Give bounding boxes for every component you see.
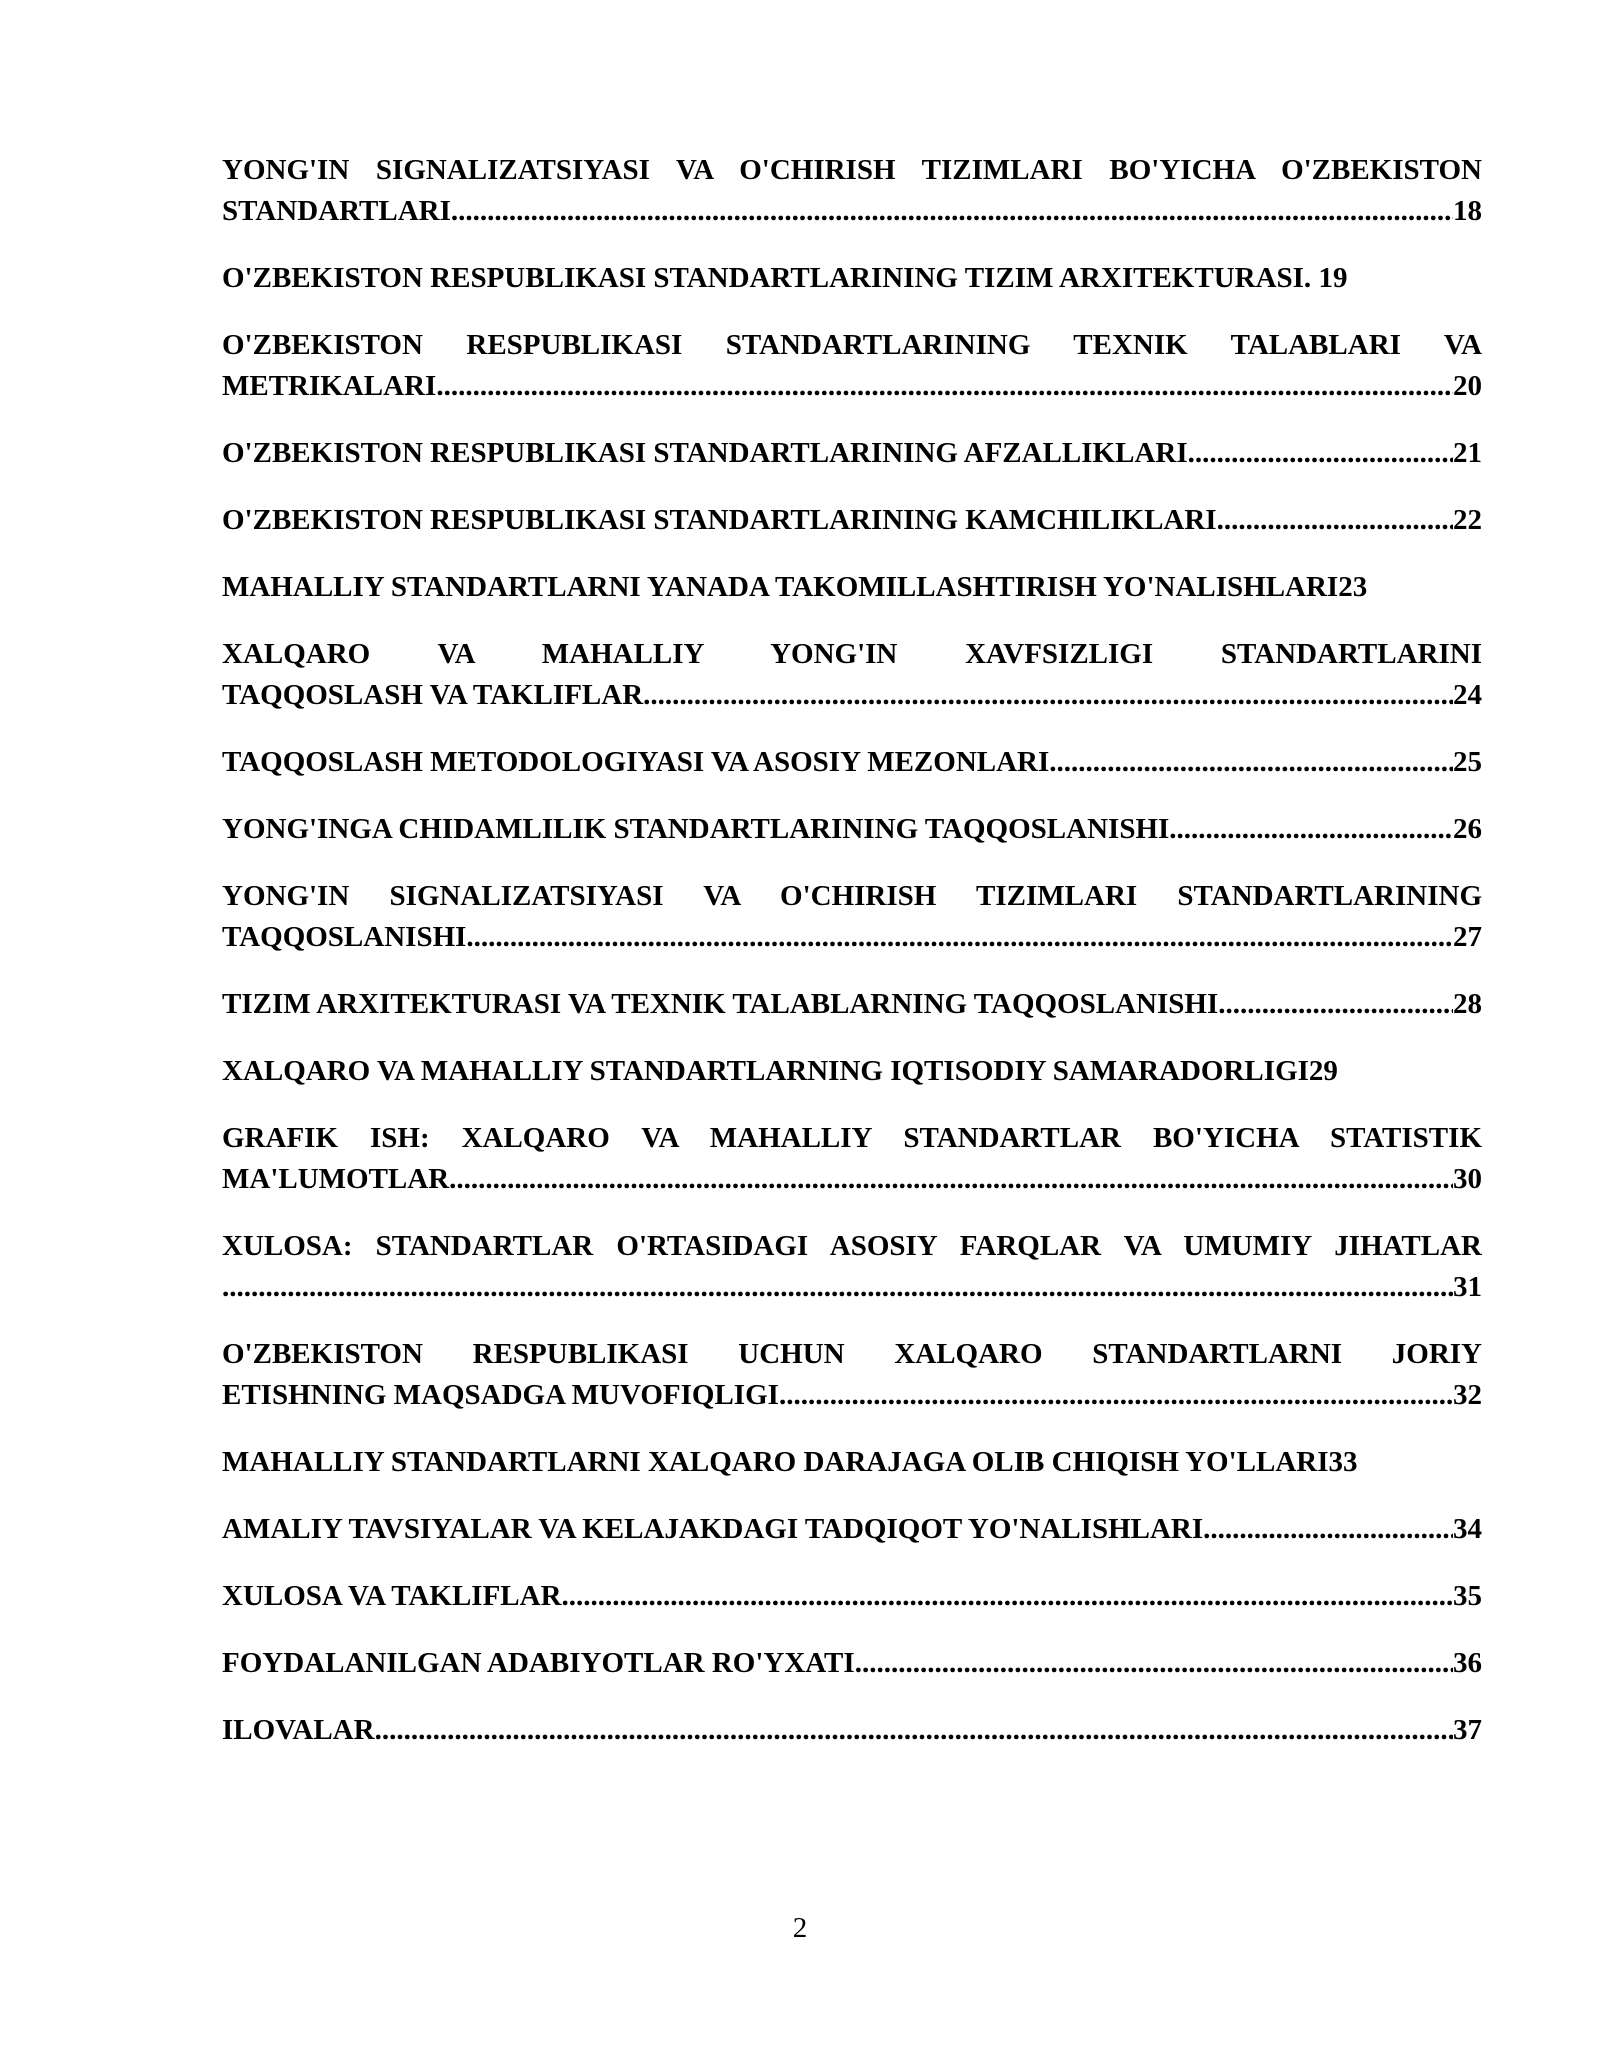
toc-entry-title: YONG'INGA CHIDAMLILIK STANDARTLARINING TAQQOSLANISHI	[222, 813, 1170, 845]
toc-page-number: 23	[1338, 571, 1368, 603]
toc-entry-title-line: GRAFIK ISH: XALQARO VA MAHALLIY STANDARTLAR BO'YICHA STATISTIK	[222, 1122, 1482, 1154]
toc-entry-title: O'ZBEKISTON RESPUBLIKASI STANDARTLARINING KAMCHILIKLARI	[222, 504, 1217, 536]
toc-entry-title-line: YONG'IN SIGNALIZATSIYASI VA O'CHIRISH TIZIMLARI STANDARTLARINING	[222, 880, 1482, 912]
toc-page-number: 36	[1453, 1647, 1482, 1679]
toc-page-number: 26	[1453, 813, 1482, 845]
toc-entry[interactable]	[222, 1334, 1482, 1416]
toc-entry-title: XULOSA VA TAKLIFLAR	[222, 1580, 562, 1612]
toc-entry-leader-line	[222, 258, 1482, 299]
toc-entry-leader-line	[222, 809, 1482, 850]
toc-entry-title: ETISHNING MAQSADGA MUVOFIQLIGI	[222, 1379, 779, 1411]
toc-page-number: 18	[1453, 195, 1482, 227]
toc-entry-leader-line	[222, 1267, 1482, 1308]
toc-page-number: 37	[1453, 1714, 1482, 1746]
toc-dot-leader	[779, 1375, 1453, 1416]
toc-entry-title: MA'LUMOTLAR	[222, 1163, 450, 1195]
toc-dot-leader	[1218, 984, 1453, 1025]
toc-entry-leader-line	[222, 1710, 1482, 1751]
toc-dot-leader	[1169, 809, 1453, 850]
table-of-contents	[222, 150, 1482, 1777]
toc-page-number: 24	[1453, 679, 1482, 711]
toc-dot-leader	[222, 1267, 1453, 1308]
toc-entry-leader-line	[222, 1643, 1482, 1684]
toc-entry[interactable]	[222, 634, 1482, 716]
toc-dot-leader	[1217, 500, 1453, 541]
toc-dot-leader	[855, 1643, 1453, 1684]
toc-page-number: 31	[1453, 1271, 1482, 1303]
toc-page-number: 21	[1453, 437, 1482, 469]
toc-entry-leader-line	[222, 742, 1482, 783]
toc-entry-leader-line	[222, 1375, 1482, 1416]
toc-entry-leader-line	[222, 500, 1482, 541]
toc-entry-title: TAQQOSLASH VA TAKLIFLAR	[222, 679, 644, 711]
toc-page-number: 30	[1453, 1163, 1482, 1195]
toc-dot-leader	[1203, 1509, 1453, 1550]
toc-page-number: 28	[1453, 988, 1482, 1020]
toc-page-number: 33	[1328, 1446, 1358, 1478]
toc-dot-leader	[466, 917, 1453, 958]
toc-page-number: 34	[1453, 1513, 1482, 1545]
toc-entry-title-line: O'ZBEKISTON RESPUBLIKASI UCHUN XALQARO STANDARTLARNI JORIY	[222, 1338, 1482, 1370]
toc-entry-leader-line	[222, 366, 1482, 407]
toc-entry-leader-line	[222, 433, 1482, 474]
toc-entry-leader-line	[222, 1576, 1482, 1617]
page-number: 2	[792, 1912, 808, 1944]
toc-page-number: 29	[1308, 1055, 1338, 1087]
toc-entry-title-line: YONG'IN SIGNALIZATSIYASI VA O'CHIRISH TIZIMLARI BO'YICHA O'ZBEKISTON	[222, 154, 1482, 186]
toc-entry[interactable]	[222, 1509, 1482, 1550]
toc-entry-title: AMALIY TAVSIYALAR VA KELAJAKDAGI TADQIQOT YO'NALISHLARI	[222, 1513, 1204, 1545]
toc-entry-leader-line	[222, 1509, 1482, 1550]
toc-dot-leader	[643, 675, 1453, 716]
toc-page-number: 20	[1453, 370, 1482, 402]
toc-page-number: 22	[1453, 504, 1482, 536]
toc-entry-leader-line	[222, 1159, 1482, 1200]
toc-entry[interactable]	[222, 325, 1482, 407]
toc-entry-title: XALQARO VA MAHALLIY STANDARTLARNING IQTISODIY SAMARADORLIGI	[222, 1055, 1309, 1087]
toc-page-number: 27	[1453, 921, 1482, 953]
toc-entry-title: TIZIM ARXITEKTURASI VA TEXNIK TALABLARNING TAQQOSLANISHI	[222, 988, 1219, 1020]
toc-entry-title: TAQQOSLANISHI	[222, 921, 467, 953]
toc-entry[interactable]	[222, 1576, 1482, 1617]
toc-entry-title: FOYDALANILGAN ADABIYOTLAR RO'YXATI	[222, 1647, 855, 1679]
toc-dot-leader	[449, 1159, 1453, 1200]
toc-entry-title-line: O'ZBEKISTON RESPUBLIKASI STANDARTLARINING TEXNIK TALABLARI VA	[222, 329, 1482, 361]
toc-entry[interactable]	[222, 433, 1482, 474]
toc-entry[interactable]	[222, 1442, 1482, 1483]
toc-entry[interactable]	[222, 258, 1482, 299]
toc-entry[interactable]	[222, 567, 1482, 608]
toc-entry-title: MAHALLIY STANDARTLARNI XALQARO DARAJAGA OLIB CHIQISH YO'LLARI	[222, 1446, 1329, 1478]
toc-entry-title: O'ZBEKISTON RESPUBLIKASI STANDARTLARINING TIZIM ARXITEKTURASI.	[222, 262, 1312, 294]
toc-entry-leader-line	[222, 984, 1482, 1025]
toc-entry[interactable]	[222, 984, 1482, 1025]
toc-entry-title: METRIKALARI	[222, 370, 437, 402]
toc-entry[interactable]	[222, 1710, 1482, 1751]
toc-entry-leader-line	[222, 567, 1482, 608]
toc-dot-leader	[375, 1710, 1453, 1751]
toc-entry-title: STANDARTLARI	[222, 195, 451, 227]
toc-entry-leader-line	[222, 1442, 1482, 1483]
toc-entry-leader-line	[222, 191, 1482, 232]
toc-spacer	[1311, 258, 1318, 299]
toc-entry[interactable]	[222, 1226, 1482, 1308]
toc-dot-leader	[1188, 433, 1453, 474]
toc-entry-title-line: XALQARO VA MAHALLIY YONG'IN XAVFSIZLIGI STANDARTLARINI	[222, 638, 1482, 670]
toc-entry[interactable]	[222, 809, 1482, 850]
toc-page-number: 25	[1453, 746, 1482, 778]
toc-entry-title: ILOVALAR	[222, 1714, 375, 1746]
toc-entry-title: O'ZBEKISTON RESPUBLIKASI STANDARTLARINING AFZALLIKLARI	[222, 437, 1188, 469]
toc-entry[interactable]	[222, 876, 1482, 958]
toc-entry[interactable]	[222, 742, 1482, 783]
toc-entry-leader-line	[222, 675, 1482, 716]
toc-entry-leader-line	[222, 1051, 1482, 1092]
toc-dot-leader	[436, 366, 1453, 407]
toc-entry-title: MAHALLIY STANDARTLARNI YANADA TAKOMILLASHTIRISH YO'NALISHLARI	[222, 571, 1339, 603]
toc-page-number: 32	[1453, 1379, 1482, 1411]
toc-dot-leader	[562, 1576, 1453, 1617]
toc-dot-leader	[1049, 742, 1453, 783]
toc-dot-leader	[451, 191, 1453, 232]
toc-entry[interactable]	[222, 1118, 1482, 1200]
toc-entry[interactable]	[222, 500, 1482, 541]
toc-page-number: 35	[1453, 1580, 1482, 1612]
toc-entry-title-line: XULOSA: STANDARTLAR O'RTASIDAGI ASOSIY FARQLAR VA UMUMIY JIHATLAR	[222, 1230, 1482, 1262]
toc-entry-title: TAQQOSLASH METODOLOGIYASI VA ASOSIY MEZONLARI	[222, 746, 1050, 778]
toc-page-number: 19	[1318, 262, 1348, 294]
toc-entry[interactable]	[222, 150, 1482, 232]
toc-entry[interactable]	[222, 1643, 1482, 1684]
toc-entry[interactable]	[222, 1051, 1482, 1092]
toc-entry-leader-line	[222, 917, 1482, 958]
